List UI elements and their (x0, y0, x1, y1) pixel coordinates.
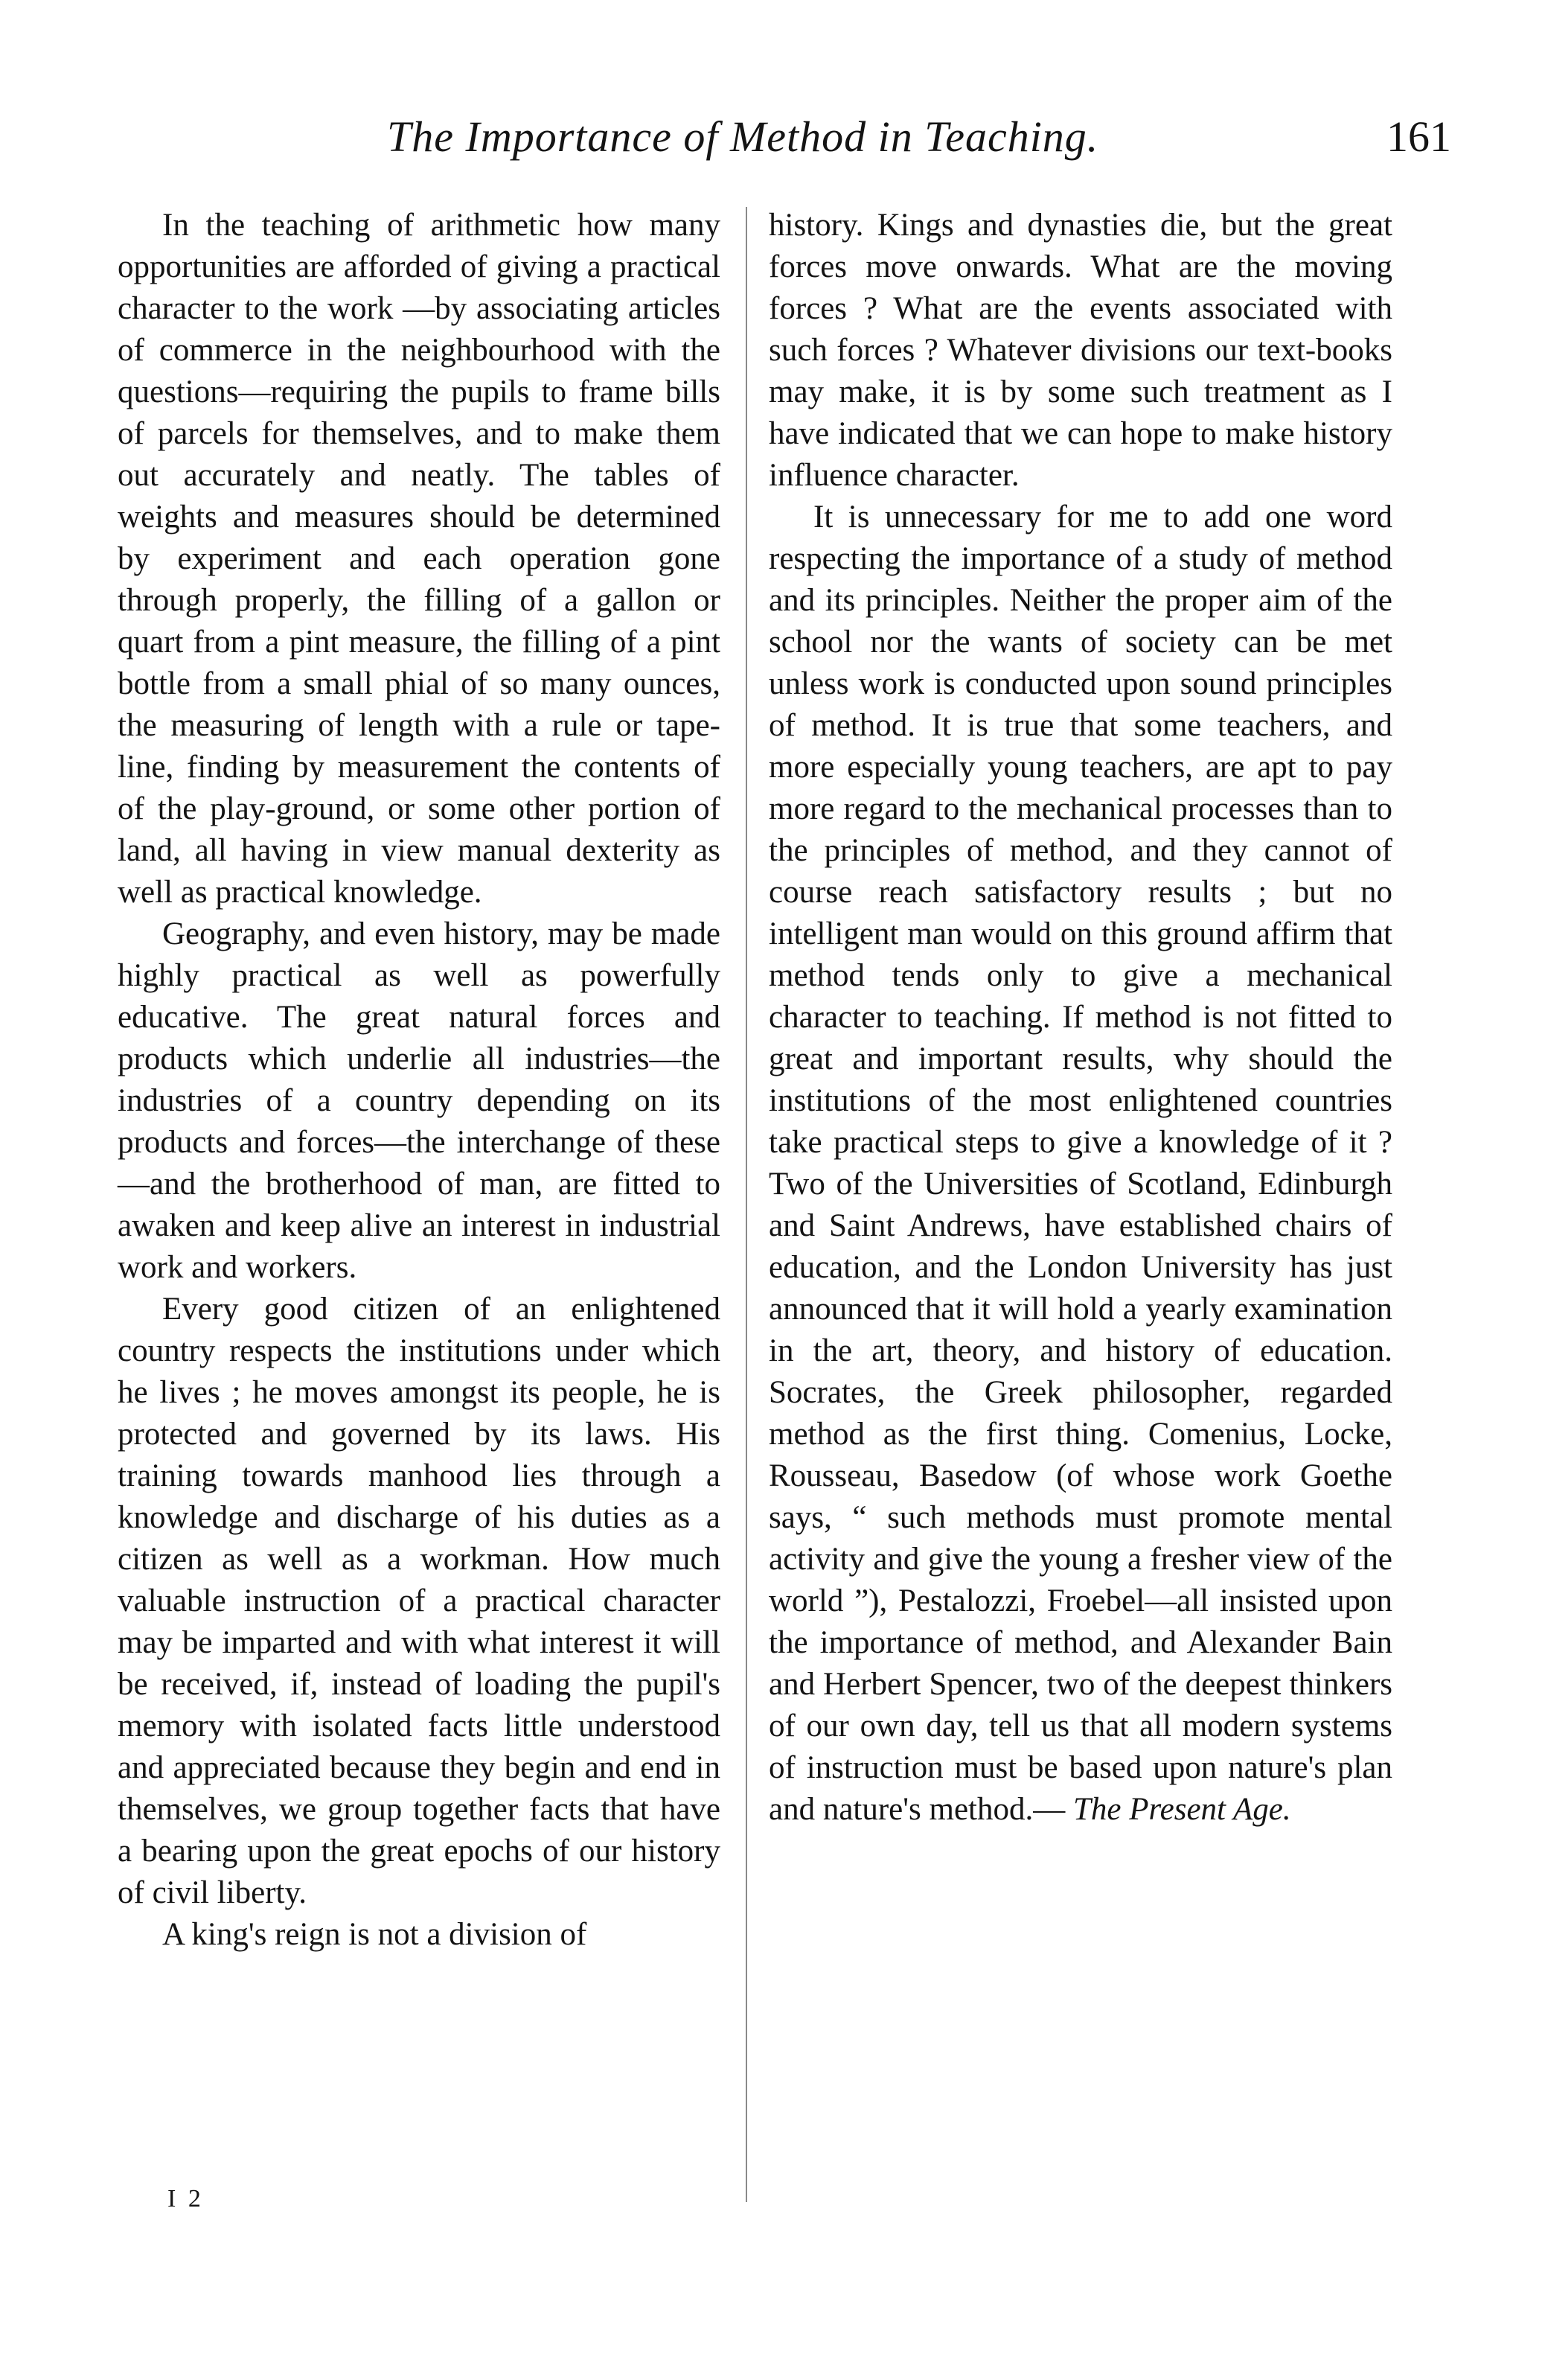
paragraph-arithmetic: In the teaching of arithmetic how many opportunities are afforded of giving a practical character to the work —by associating articles of commerce in the neighbourhood with the questions—requiring the pupils to frame bills of parcels for themselves, and to make them out accurately and neatly. The tables of weights and measures should be determined by experiment and each operation gone through properly, the filling of a gallon or quart from a pint measure, the filling of a pint bottle from a small phial of so many ounces, the measuring of length with a rule or tape-line, finding by measurement the contents of of the play-ground, or some other portion of land, all having in view manual dexterity as well as practical knowledge. (118, 208, 720, 910)
page-number: 161 (1386, 112, 1451, 161)
paragraph-citizen: Every good citizen of an enlightened country respects the institutions under which he lives ; he moves amongst its people, he is protected and governed by its laws. His training towards manhood lies through a knowledge and discharge of his duties as a citizen as well as a workman. How much valuable instruction of a practical character may be imparted and with what interest it will be received, if, instead of loading the pupil's memory with isolated facts little understood and appreciated because they begin and end in themselves, we group together facts that have a bearing upon the great epochs of our history of civil liberty. (118, 1292, 720, 1910)
signature-mark: I 2 (167, 2185, 204, 2212)
paragraph-geography: Geography, and even history, may be made highly practical as well as powerfully educative. The great natural forces and products which underlie all industries—the industries of a country depending on its products and forces—the interchange of these —and the brotherhood of man, are fitted to awaken and keep alive an interest in industrial work and workers. (118, 916, 720, 1285)
column-divider (746, 207, 747, 2202)
method-text: It is unnecessary for me to add one word respecting the importance of a study of method and its principles. Neither the proper aim of the school nor the wants of society can be met unless work is conducted upon sound principles of method. It is true that some teachers, and more especially young teachers, are apt to pay more regard to the mechanical processes than to the principles of method, and they cannot of course reach satisfactory results ; but no intelligent man would on this ground affirm that method tends only to give a mechanical character to teaching. If method is not fitted to great and important results, why should the institutions of the most enlightened countries take practical steps to give a knowledge of it ? Two of the Universities of Scotland, Edinburgh and Saint Andrews, have established chairs of education, and the London University has just announced that it will hold a yearly examination in the art, theory, and history of education. Socrates, the Greek philosopher, regarded method as the first thing. Comenius, Locke, Rousseau, Basedow (of whose work Goethe says, “ such methods must promote mental activity and give the young a fresher view of the world ”), Pestalozzi, Froebel—all insisted upon the importance of method, and Alexander Bain and Herbert Spencer, two of the deepest thinkers of our own day, tell us that all modern systems of instruction must be based upon nature's plan and nature's method.— (769, 500, 1392, 1827)
right-column (769, 205, 1392, 1831)
page-header (119, 112, 1451, 171)
source-attribution: The Present Age. (1072, 1792, 1291, 1827)
paragraph-method-importance (769, 497, 1392, 1831)
paragraph-kings-reign: A king's reign is not a division of (162, 1917, 587, 1952)
left-column (118, 205, 720, 1956)
running-title: The Importance of Method in Teaching. (387, 112, 1099, 161)
paragraph-history-continued: history. Kings and dynasties die, but the great forces move onwards. What are the moving forces ? What are the events associated with such forces ? Whatever divisions our text-books may make, it is by some such treatment as I have indicated that we can hope to make history influence character. (769, 208, 1392, 493)
